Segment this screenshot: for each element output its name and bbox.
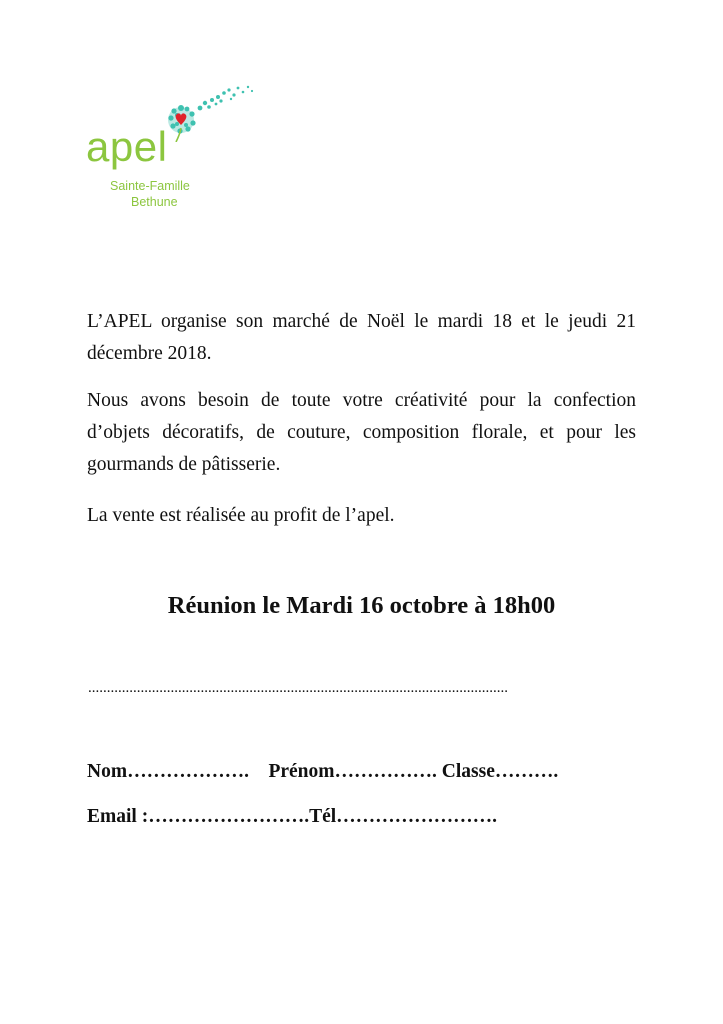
form-name-firstname-class: Nom………………. Prénom……………. Classe………. bbox=[87, 761, 559, 782]
logo-city: Bethune bbox=[131, 195, 178, 209]
apel-logo bbox=[86, 82, 256, 217]
logo-school-name: Sainte-Famille bbox=[110, 179, 190, 193]
logo-wordmark: apel bbox=[86, 123, 168, 170]
cut-line-separator: ................................................................................................................ bbox=[88, 680, 508, 696]
sale-purpose: La vente est réalisée au profit de l’apel. bbox=[87, 505, 395, 526]
meeting-heading: Réunion le Mardi 16 octobre à 18h00 bbox=[167, 592, 556, 619]
creativity-request: Nous avons besoin de toute votre créativité pour la confection d’objets décoratifs, de couture, composition florale, et pour les gourmands de pâtisserie. bbox=[87, 390, 636, 475]
market-announcement: L’APEL organise son marché de Noël le mardi 18 et le jeudi 21 décembre 2018. bbox=[87, 311, 636, 364]
form-email-phone: Email :…………………….Tél……………………. bbox=[87, 806, 498, 827]
dandelion-heart-icon bbox=[166, 82, 256, 142]
